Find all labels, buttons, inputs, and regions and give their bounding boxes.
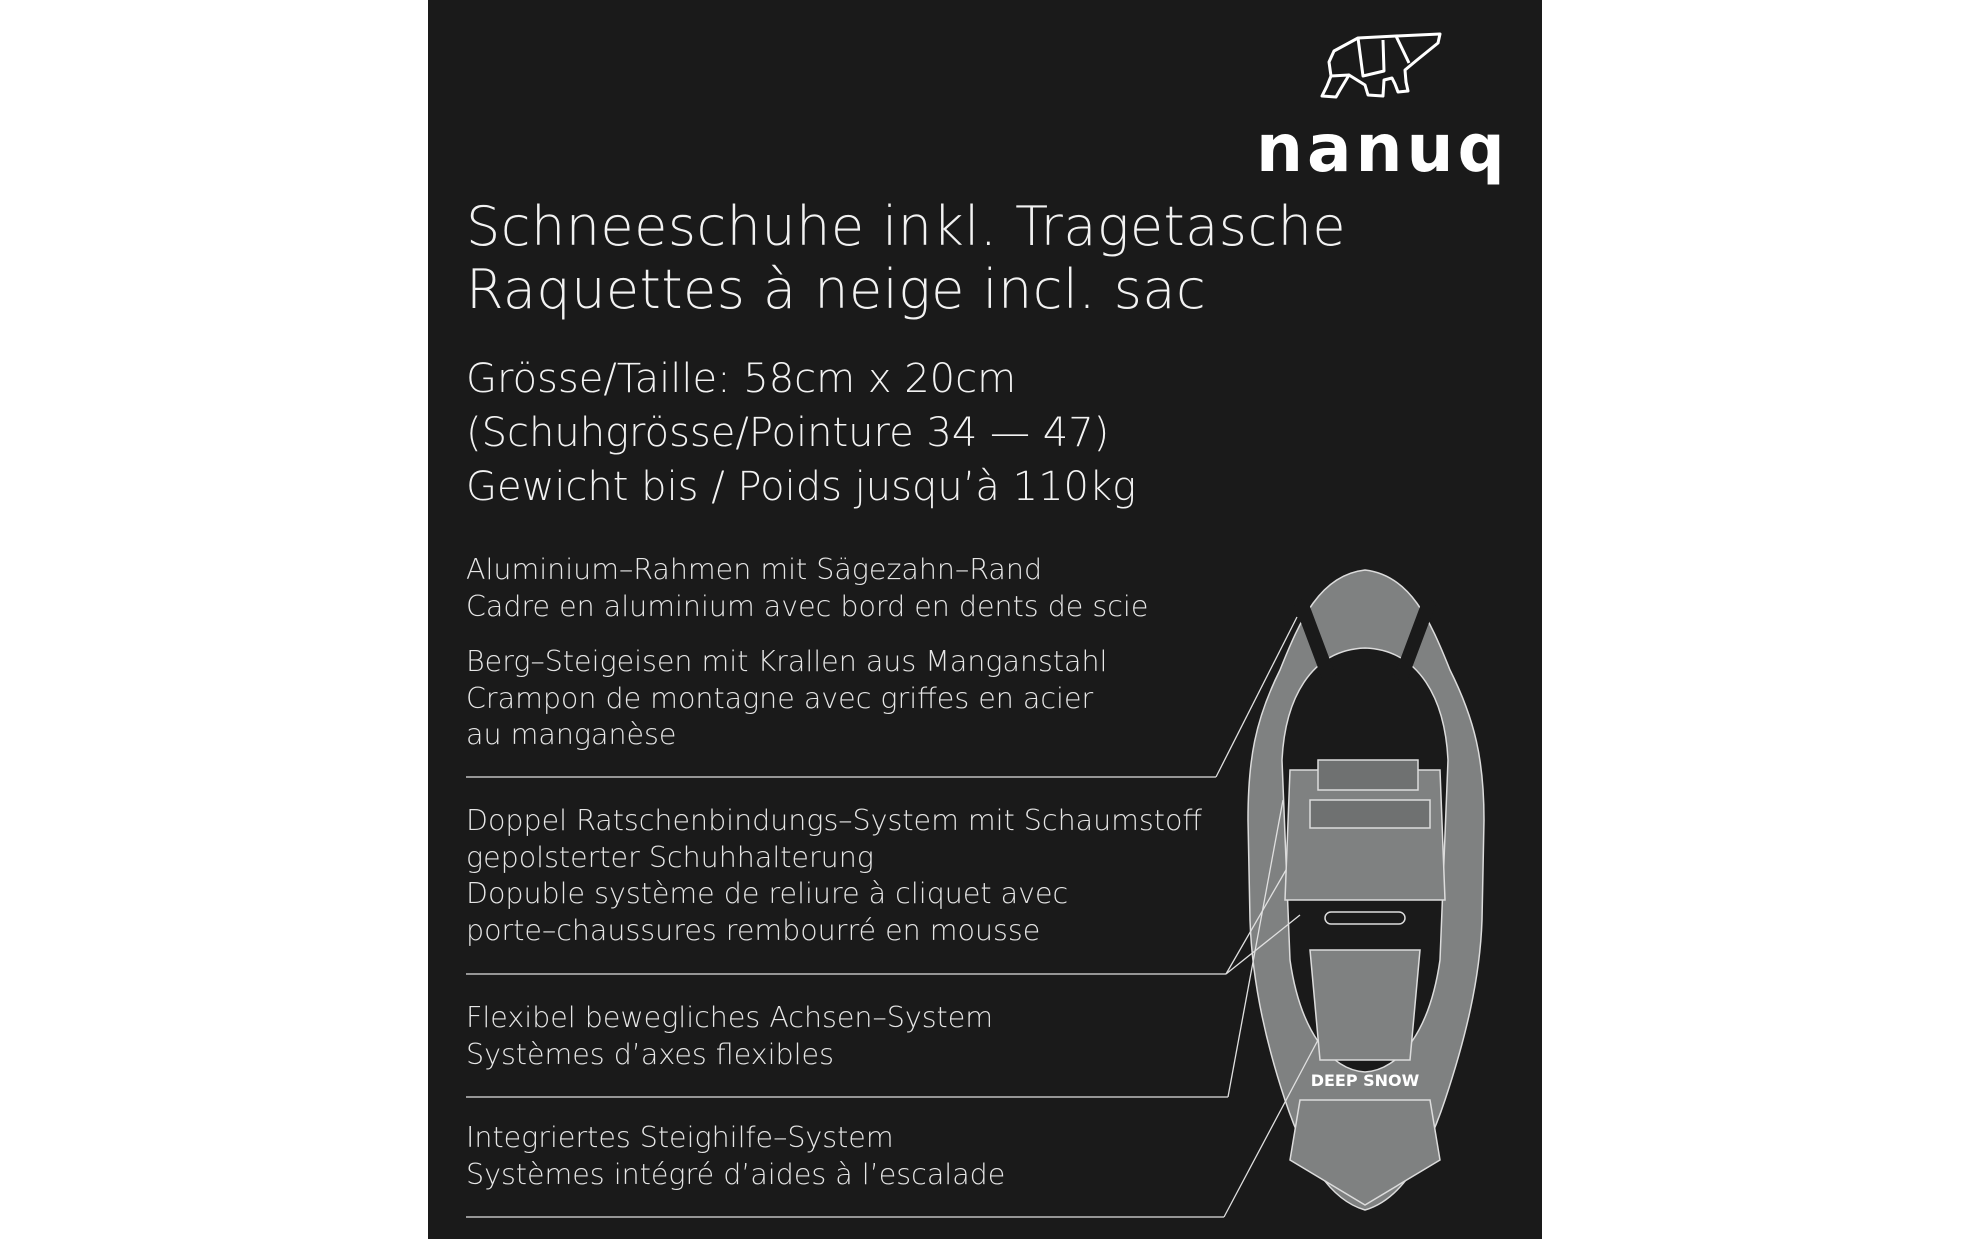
feature-frame — [466, 552, 1148, 625]
feature-line: Crampon de montagne avec griffes en acier — [466, 681, 1094, 715]
spec-weight: Gewicht bis / Poids jusqu’à 110kg — [466, 464, 1137, 510]
feature-climbing-aid — [466, 1120, 1005, 1193]
product-title-de: Schneeschuhe inkl. Tragetasche — [466, 195, 1347, 258]
feature-line: gepolsterter Schuhhalterung — [466, 840, 874, 874]
feature-line: Integriertes Steighilfe–System — [466, 1121, 894, 1154]
feature-line: porte–chaussures rembourré en mousse — [466, 913, 1041, 947]
product-print-text: DEEP SNOW — [1310, 1071, 1420, 1090]
feature-line: Cadre en aluminium avec bord en dents de scie — [466, 589, 1149, 623]
snowshoe-illustration — [1248, 570, 1484, 1210]
feature-line: Systèmes d’axes flexibles — [466, 1037, 834, 1071]
feature-line: Berg–Steigeisen mit Krallen aus Manganstahl — [466, 645, 1108, 678]
feature-line: Dopuble système de reliure à cliquet avec — [466, 877, 1069, 910]
polar-bear-icon — [1322, 34, 1440, 97]
feature-line: au manganèse — [466, 718, 677, 751]
feature-crampon — [466, 644, 1107, 754]
spec-shoe-size: (Schuhgrösse/Pointure 34 — 47) — [466, 410, 1110, 456]
feature-line: Doppel Ratschenbindungs–System mit Schaumstoff — [466, 804, 1203, 837]
feature-line: Aluminium–Rahmen mit Sägezahn–Rand — [466, 553, 1043, 586]
feature-binding — [466, 803, 1202, 949]
feature-line: Systèmes intégré d’aides à l’escalade — [466, 1157, 1006, 1191]
spec-size: Grösse/Taille: 58cm x 20cm — [466, 356, 1017, 402]
feature-line: Flexibel bewegliches Achsen–System — [466, 1001, 994, 1034]
feature-axis — [466, 1000, 993, 1073]
product-title-fr: Raquettes à neige incl. sac — [466, 258, 1207, 321]
brand-wordmark: nanuq — [1256, 110, 1509, 187]
